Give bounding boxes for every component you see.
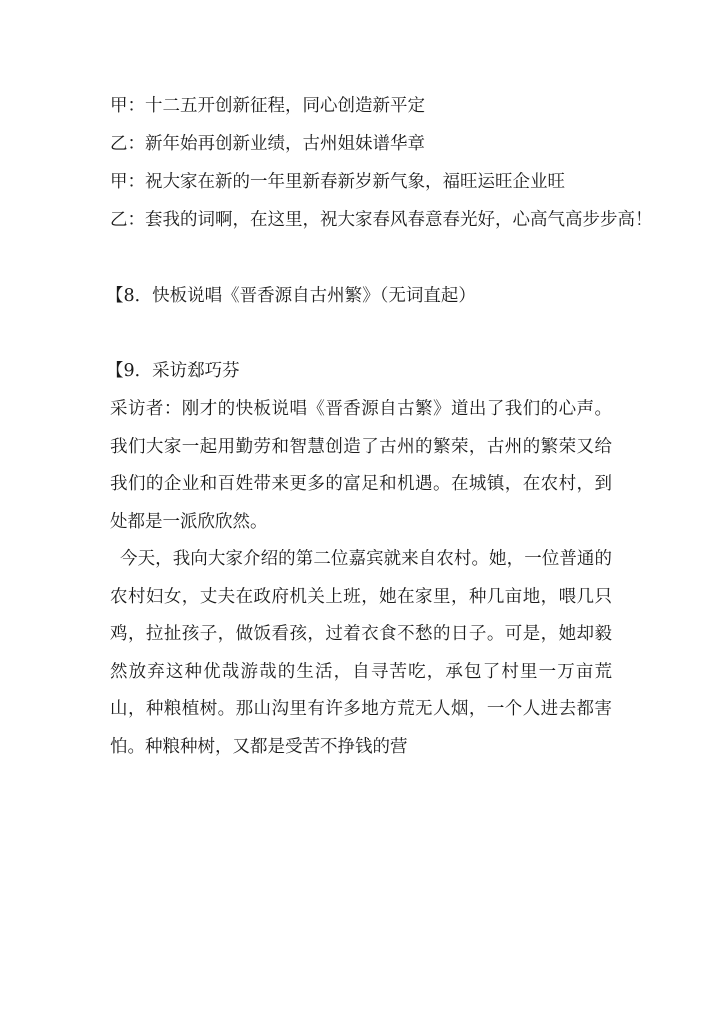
interviewer-paragraph: 采访者：刚才的快板说唱《晋香源自古繁》道出了我们的心声。我们大家一起用勤劳和智慧创造了古州的繁荣，古州的繁荣又给我们的企业和百姓带来更多的富足和机遇。在城镇，在农村，到处都是一派欣欣然。 — [110, 399, 612, 532]
section-heading-9: 【9．采访郄巧芬 — [106, 361, 240, 381]
dialogue-line-yi-1: 乙：新年始再创新业绩，古州姐妹谱华章 — [110, 134, 425, 154]
dialogue-line-jia-2: 甲：祝大家在新的一年里新春新岁新气象，福旺运旺企业旺 — [110, 172, 565, 192]
guest-intro-paragraph: 今天，我向大家介绍的第二位嘉宾就来自农村。她，一位普通的农村妇女，丈夫在政府机关上班，她在家里，种几亩地，喂几只鸡，拉扯孩子，做饭看孩，过着衣食不愁的日子。可是，她却毅然放弃这种优哉游哉的生活，自寻苦吃，承包了村里一万亩荒山，种粮植树。那山沟里有许多地方荒无人烟，一个人进去都害怕。种粮种树，又都是受苦不挣钱的营 — [110, 549, 612, 757]
dialogue-line-yi-2: 乙：套我的词啊，在这里，祝大家春风春意春光好，心高气高步步高！ — [110, 210, 653, 230]
section-heading-8: 【8．快板说唱《晋香源自古州繁》（无词直起） — [106, 286, 476, 306]
dialogue-line-jia-1: 甲：十二五开创新征程，同心创造新平定 — [110, 96, 425, 116]
